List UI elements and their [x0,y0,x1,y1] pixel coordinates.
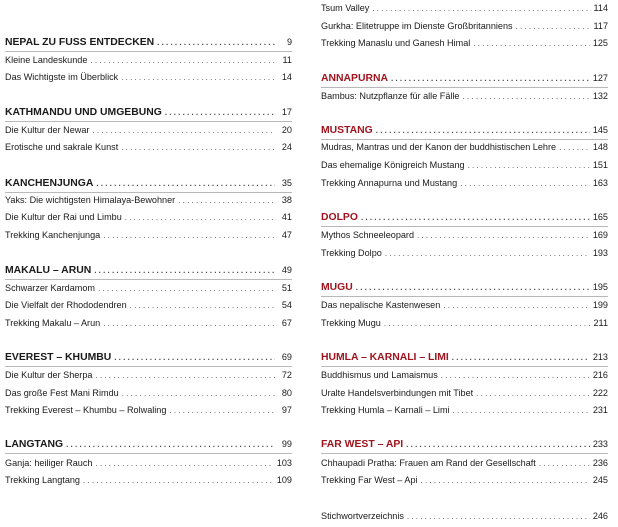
toc-page-number: 132 [592,91,608,101]
toc-dot-leader [516,21,591,33]
toc-dot-leader [460,178,590,190]
toc-title: Trekking Everest – Khumbu – Rolwaling [5,405,167,415]
toc-entry[interactable] [5,387,292,400]
toc-title: FAR WEST – API [321,439,404,450]
toc-entry[interactable] [5,317,292,330]
toc-dot-leader [103,230,275,242]
toc-title: NEPAL ZU FUSS ENTDECKEN [5,37,155,48]
toc-page-number: 99 [281,439,292,449]
toc-page-number: 9 [286,37,292,47]
toc-title: LANGTANG [5,439,64,450]
toc-dot-leader [165,107,275,119]
toc-section-heading[interactable] [5,264,292,277]
toc-title: Buddhismus und Lamaismus [321,370,438,380]
toc-dot-leader [539,458,590,470]
toc-page-number: 163 [592,178,608,188]
toc-section-heading[interactable] [5,351,292,364]
toc-entry[interactable] [321,510,608,523]
toc-page-number: 245 [592,475,608,485]
toc-page-number: 69 [281,352,292,362]
toc-entry[interactable] [321,404,608,417]
toc-title: KATHMANDU UND UMGEBUNG [5,107,162,118]
toc-page-number: 35 [281,178,292,188]
toc-title: HUMLA – KARNALI – LIMI [321,352,449,363]
toc-title: Die Vielfalt der Rhododendren [5,300,127,310]
toc-dot-leader [356,282,590,294]
toc-title: Gurkha: Elitetruppe im Dienste Großbritanniens [321,21,513,31]
toc-title: DOLPO [321,212,358,223]
toc-page-number: 236 [592,458,608,468]
toc-page-number: 117 [593,21,608,31]
toc-entry[interactable] [321,299,608,312]
toc-entry[interactable] [321,90,608,103]
section-rule [5,366,292,367]
toc-dot-leader [421,475,590,487]
toc-section-heading[interactable] [321,438,608,451]
toc-dot-leader [121,72,275,84]
toc-page-number: 199 [592,300,608,310]
toc-dot-leader [406,439,590,451]
toc-title: Chhaupadi Pratha: Frauen am Rand der Gesellschaft [321,458,536,468]
toc-dot-leader [130,300,275,312]
toc-page-number: 145 [592,125,608,135]
toc-page-number: 41 [281,212,292,222]
toc-entry[interactable] [5,194,292,207]
toc-page-number: 103 [276,458,292,468]
toc-title: Die Kultur der Newar [5,125,90,135]
toc-page-number: 109 [276,475,292,485]
toc-page-number: 11 [282,55,292,65]
toc-dot-leader [121,142,275,154]
toc-entry[interactable] [5,299,292,312]
toc-dot-leader [452,352,590,364]
toc-page-number: 193 [592,248,608,258]
toc-dot-leader [384,318,591,330]
toc-section-heading[interactable] [321,72,608,85]
toc-section-heading[interactable] [5,106,292,119]
toc-page-number: 54 [281,300,292,310]
section-rule [5,121,292,122]
toc-entry[interactable] [321,474,608,487]
toc-dot-leader [169,405,275,417]
toc-section-heading[interactable] [321,281,608,294]
toc-entry[interactable] [321,229,608,242]
toc-entry[interactable] [321,247,608,260]
toc-dot-leader [407,511,590,523]
toc-page-number: 222 [592,388,608,398]
toc-dot-leader [125,212,275,224]
toc-section-heading[interactable] [321,351,608,364]
toc-dot-leader [157,37,275,49]
toc-page-number: 169 [592,230,608,240]
toc-entry[interactable] [321,141,608,154]
toc-title: Kleine Landeskunde [5,55,88,65]
toc-entry[interactable] [321,457,608,470]
toc-page-number: 148 [592,142,608,152]
toc-page-number: 38 [281,195,292,205]
toc-dot-leader [372,3,590,15]
toc-dot-leader [114,352,275,364]
toc-page-number: 67 [281,318,292,328]
toc-entry[interactable] [5,474,292,487]
toc-title: EVEREST – KHUMBU [5,352,112,363]
toc-page-number: 213 [592,352,608,362]
toc-title: Mythos Schneeleopard [321,230,415,240]
toc-dot-leader [463,91,590,103]
toc-section-heading[interactable] [321,124,608,137]
toc-title: Trekking Langtang [5,475,80,485]
toc-entry[interactable] [5,211,292,224]
toc-section-heading[interactable] [5,177,292,190]
toc-page-number: 151 [592,160,608,170]
toc-page-number: 49 [281,265,292,275]
toc-dot-leader [103,318,275,330]
toc-page-number: 216 [592,370,608,380]
toc-entry[interactable] [321,387,608,400]
section-rule [5,51,292,52]
toc-page-number: 211 [593,318,608,328]
toc-entry[interactable] [321,159,608,172]
toc-dot-leader [122,388,275,400]
toc-page-number: 20 [281,125,292,135]
toc-entry[interactable] [321,177,608,190]
toc-page-number: 14 [281,72,292,82]
toc-dot-leader [95,458,273,470]
toc-dot-leader [391,73,590,85]
section-rule [321,226,608,227]
section-rule [321,453,608,454]
toc-entry[interactable] [5,124,292,137]
toc-entry[interactable] [321,317,608,330]
toc-section-heading[interactable] [5,438,292,451]
toc-dot-leader [92,125,275,137]
toc-title: Uralte Handelsverbindungen mit Tibet [321,388,474,398]
toc-title: Das nepalische Kastenwesen [321,300,441,310]
toc-dot-leader [96,178,275,190]
toc-title: ANNAPURNA [321,73,388,84]
toc-section-heading[interactable] [5,36,292,49]
toc-page-number: 72 [281,370,292,380]
toc-title: MUSTANG [321,125,373,136]
toc-page-number: 114 [593,3,608,13]
section-rule [321,366,608,367]
toc-page-number: 246 [592,511,608,521]
toc-dot-leader [94,265,275,277]
toc-title: Stichwortverzeichnis [321,511,404,521]
toc-page-number: 233 [592,439,608,449]
toc-title: KANCHENJUNGA [5,178,94,189]
toc-dot-leader [95,370,275,382]
toc-page-number: 24 [281,142,292,152]
toc-dot-leader [473,38,590,50]
toc-dot-leader [441,370,590,382]
toc-dot-leader [453,405,590,417]
toc-title: Trekking Annapurna und Mustang [321,178,458,188]
toc-title: Bambus: Nutzpflanze für alle Fälle [321,91,460,101]
toc-title: Trekking Far West – Api [321,475,418,485]
toc-dot-leader [66,439,275,451]
toc-page-number: 47 [281,230,292,240]
toc-title: Trekking Manaslu und Ganesh Himal [321,38,471,48]
toc-title: Yaks: Die wichtigsten Himalaya-Bewohner [5,195,176,205]
toc-page-number: 125 [592,38,608,48]
toc-entry[interactable] [5,404,292,417]
toc-title: Das große Fest Mani Rimdu [5,388,119,398]
toc-title: Trekking Humla – Karnali – Limi [321,405,450,415]
toc-dot-leader [385,248,590,260]
toc-dot-leader [178,195,275,207]
toc-title: Das Wichtigste im Überblick [5,72,119,82]
toc-dot-leader [90,55,275,67]
toc-title: Mudras, Mantras und der Kanon der buddhistischen Lehre [321,142,557,152]
toc-page-number: 195 [592,282,608,292]
toc-entry[interactable] [5,369,292,382]
toc-entry[interactable] [321,369,608,382]
toc-title: Die Kultur der Sherpa [5,370,93,380]
section-rule [5,192,292,193]
toc-entry[interactable] [321,37,608,50]
toc-title: Trekking Dolpo [321,248,382,258]
section-rule [5,279,292,280]
toc-entry[interactable] [5,229,292,242]
toc-page-number: 231 [592,405,608,415]
toc-page-number: 17 [281,107,292,117]
toc-title: Ganja: heiliger Rauch [5,458,93,468]
toc-entry[interactable] [5,282,292,295]
toc-entry[interactable] [321,2,608,15]
toc-dot-leader [376,125,590,137]
toc-dot-leader [417,230,590,242]
section-rule [321,87,608,88]
toc-title: Trekking Kanchenjunga [5,230,101,240]
section-rule [321,296,608,297]
toc-dot-leader [468,160,590,172]
toc-title: Die Kultur der Rai und Limbu [5,212,122,222]
toc-dot-leader [443,300,590,312]
toc-entry[interactable] [5,54,292,67]
toc-page-number: 165 [592,212,608,222]
toc-page-number: 80 [281,388,292,398]
toc-title: MAKALU – ARUN [5,265,92,276]
toc-title: Das ehemalige Königreich Mustang [321,160,465,170]
toc-title: MUGU [321,282,353,293]
toc-title: Schwarzer Kardamom [5,283,95,293]
toc-section-heading[interactable] [321,211,608,224]
toc-title: Trekking Makalu – Arun [5,318,101,328]
section-rule [5,453,292,454]
toc-dot-leader [361,212,590,224]
toc-entry[interactable] [321,20,608,33]
toc-page-number: 127 [592,73,608,83]
toc-dot-leader [83,475,274,487]
toc-dot-leader [559,142,590,154]
toc-page-number: 51 [281,283,292,293]
toc-title: Erotische und sakrale Kunst [5,142,119,152]
toc-dot-leader [98,283,275,295]
toc-entry[interactable] [5,457,292,470]
toc-entry[interactable] [5,141,292,154]
toc-page-number: 97 [281,405,292,415]
section-rule [321,139,608,140]
toc-dot-leader [476,388,590,400]
toc-entry[interactable] [5,71,292,84]
toc-title: Tsum Valley [321,3,370,13]
toc-title: Trekking Mugu [321,318,381,328]
